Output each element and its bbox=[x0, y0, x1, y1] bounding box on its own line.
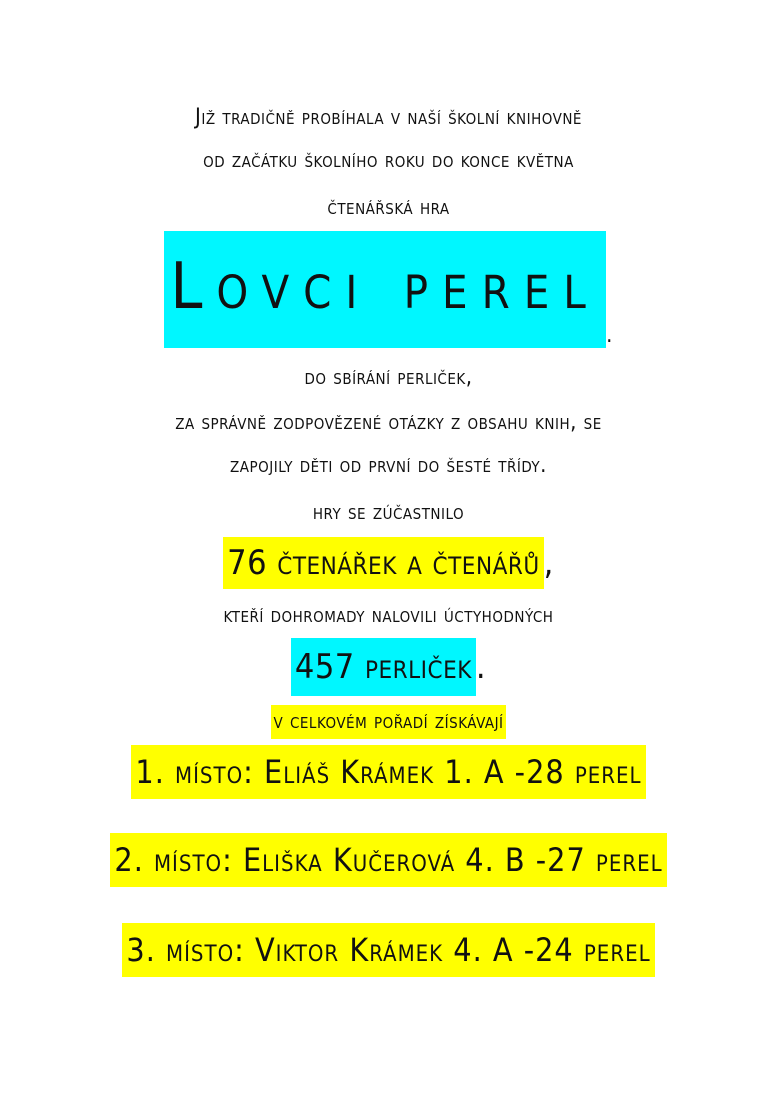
ranking-row-1 bbox=[0, 745, 777, 799]
ranking-1: 1. místo: Eliáš Krámek 1. A -28 perel bbox=[131, 745, 645, 799]
readers-count: 76 čtenářek a čtenářů bbox=[223, 537, 544, 589]
pearls-suffix: . bbox=[475, 647, 487, 687]
ranking-row-2 bbox=[0, 833, 777, 887]
pearls-row bbox=[0, 638, 777, 696]
intro-line-3: čtenářská hra bbox=[327, 195, 450, 220]
ranking-2: 2. místo: Eliška Kučerová 4. B -27 perel bbox=[110, 833, 666, 887]
results-heading-row bbox=[0, 705, 777, 739]
ranking-3: 3. místo: Viktor Krámek 4. A -24 perel bbox=[122, 923, 654, 977]
readers-suffix: , bbox=[543, 543, 554, 583]
details-line-1: do sbírání perliček, bbox=[304, 365, 473, 390]
details-line-2: za správně zodpovězené otázky z obsahu knih, se bbox=[175, 410, 602, 435]
details-line-4: hry se zúčastnilo bbox=[312, 500, 465, 525]
ranking-row-3 bbox=[0, 923, 777, 977]
readers-row bbox=[0, 537, 777, 589]
title-dot: . bbox=[606, 323, 613, 348]
pearls-count: 457 perliček bbox=[291, 638, 476, 696]
title-row bbox=[0, 231, 777, 348]
details-line-3: zapojily děti od první do šesté třídy. bbox=[230, 453, 547, 478]
game-title: Lovci perel bbox=[164, 231, 606, 348]
results-heading: v celkovém pořadí získávají bbox=[271, 705, 505, 739]
intro-line-1: Již tradičně probíhala v naší školní knihovně bbox=[195, 105, 582, 130]
intro-line-2: od začátku školního roku do konce května bbox=[203, 148, 574, 173]
details-line-5: kteří dohromady nalovili úctyhodných bbox=[223, 603, 554, 628]
